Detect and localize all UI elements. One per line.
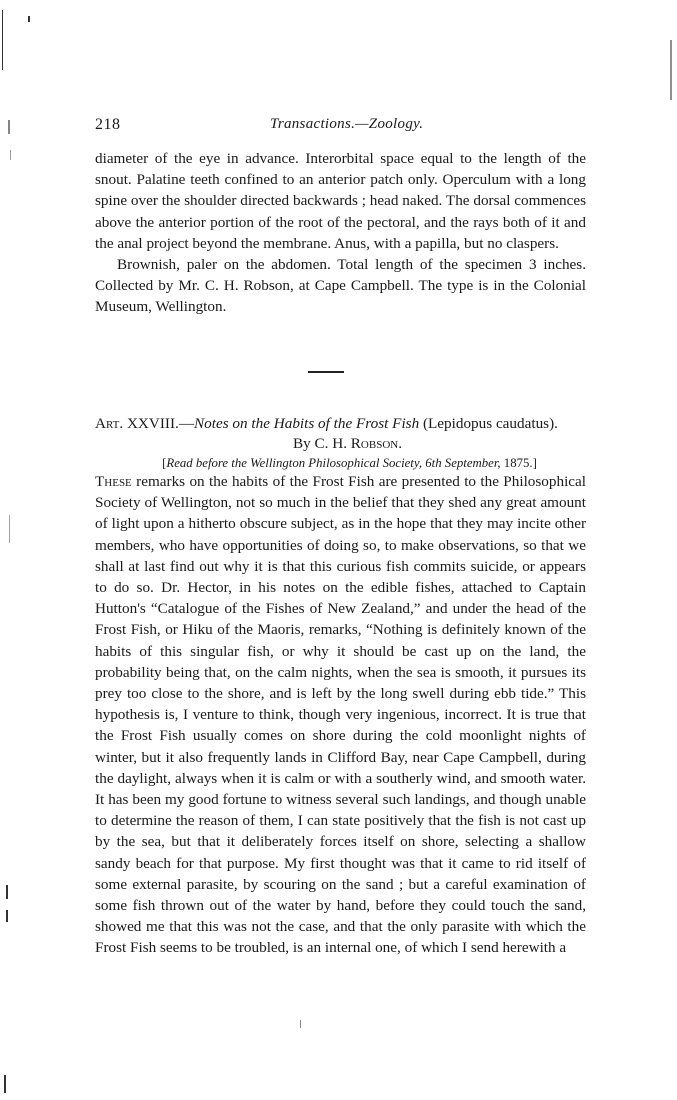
scan-edge-mark bbox=[10, 150, 11, 160]
previous-article-text bbox=[95, 148, 586, 318]
scan-edge-mark bbox=[6, 885, 8, 899]
byline-prefix: By bbox=[292, 435, 315, 452]
scan-edge-mark bbox=[300, 1020, 301, 1028]
read-note-text: Read before the Wellington Philosophical Society, 6th September, bbox=[166, 456, 504, 470]
species-name: (Lepidopus caudatus). bbox=[419, 415, 558, 432]
scan-edge-mark bbox=[9, 515, 10, 543]
bracket-open: [ bbox=[162, 456, 167, 470]
paragraph: diameter of the eye in advance. Interorbital space equal to the length of the snout. Palatine teeth confined to an anterior patch only. Operculum with a long spine over the shoulder directed backwards ; head naked. The dorsal commences above the anterior portion of the root of the pectoral, and the rays both of it and the anal project beyond the membrane. Anus, with a papilla, but no claspers. bbox=[95, 150, 586, 252]
running-head: Transactions.—Zoology. bbox=[270, 116, 424, 132]
article-body-text: remarks on the habits of the Frost Fish are presented to the Philosophical Society of Wellington, not so much in the belief that they shed any great amount of light upon a hitherto obscure subject, as in the hope that they may incite other members, who have opportunities of doing so, to make observations, so that we shall at last find out why it is that this curious fish commits suicide, or appears to do so. Dr. Hector, in his notes on the edible fishes, attached to Captain Hutton's “Catalogue of the Fishes of New Zealand,” and under the head of the Frost Fish, or Hiku of the Maoris, remarks, “Nothing is definitely known of the habits of this singular fish, or why it should be cast up on the land, the probability being that, on the calm nights, when the sea is smooth, it pursues its prey too close to the shore, and is left by the long swell during ebb tide.” This hypothesis is, I venture to think, though very ingenious, incorrect. It is true that the Frost Fish usually comes on shore during the cold moonlight nights of winter, but it also frequently lands in Clifford Bay, near Cape Campbell, during the daylight, always when it is calm or with a southerly wind, and smooth water. It has been my good fortune to witness several such landings, and though unable to determine the reason of them, I can state positively that the fish is not cast up by the sea, but that it deliberately forces itself on shore, selecting a shallow sandy beach for that purpose. My first thought was that it came to rid itself of some external parasite, by scouring on the sand ; but a careful examination of some fish thrown out of the water by hand, before they could touch the sand, showed me that this was not the case, and that the only parasite with which the Frost Fish seems to be troubled, is an internal one, of which I send herewith a bbox=[95, 473, 586, 957]
scan-edge-mark bbox=[28, 16, 30, 22]
scan-edge-mark bbox=[670, 40, 672, 100]
scan-edge-mark bbox=[4, 1075, 6, 1093]
page-number: 218 bbox=[95, 116, 121, 133]
scan-edge-mark bbox=[2, 10, 3, 70]
byline bbox=[95, 435, 586, 453]
page-header bbox=[95, 116, 585, 138]
article-body bbox=[95, 471, 586, 959]
scan-edge-mark bbox=[8, 120, 10, 134]
scan-edge-mark bbox=[6, 910, 8, 922]
paragraph bbox=[95, 471, 586, 959]
paragraph: Brownish, paler on the abdomen. Total length of the specimen 3 inches. Collected by Mr. C. H. Robson, at Cape Campbell. The type is in the Colonial Museum, Wellington. bbox=[95, 256, 586, 316]
read-note bbox=[95, 456, 586, 471]
article-title-text: Notes on the Habits of the Frost Fish bbox=[194, 415, 420, 432]
title-dash: — bbox=[178, 415, 195, 432]
read-note-year: 1875. bbox=[503, 456, 533, 470]
section-divider bbox=[308, 371, 344, 373]
article-title bbox=[95, 414, 586, 434]
article-number: Art. XXVIII. bbox=[95, 415, 179, 432]
lead-word: These bbox=[95, 473, 132, 490]
bracket-close: ] bbox=[532, 456, 537, 470]
author-name: C. H. Robson. bbox=[314, 435, 403, 452]
